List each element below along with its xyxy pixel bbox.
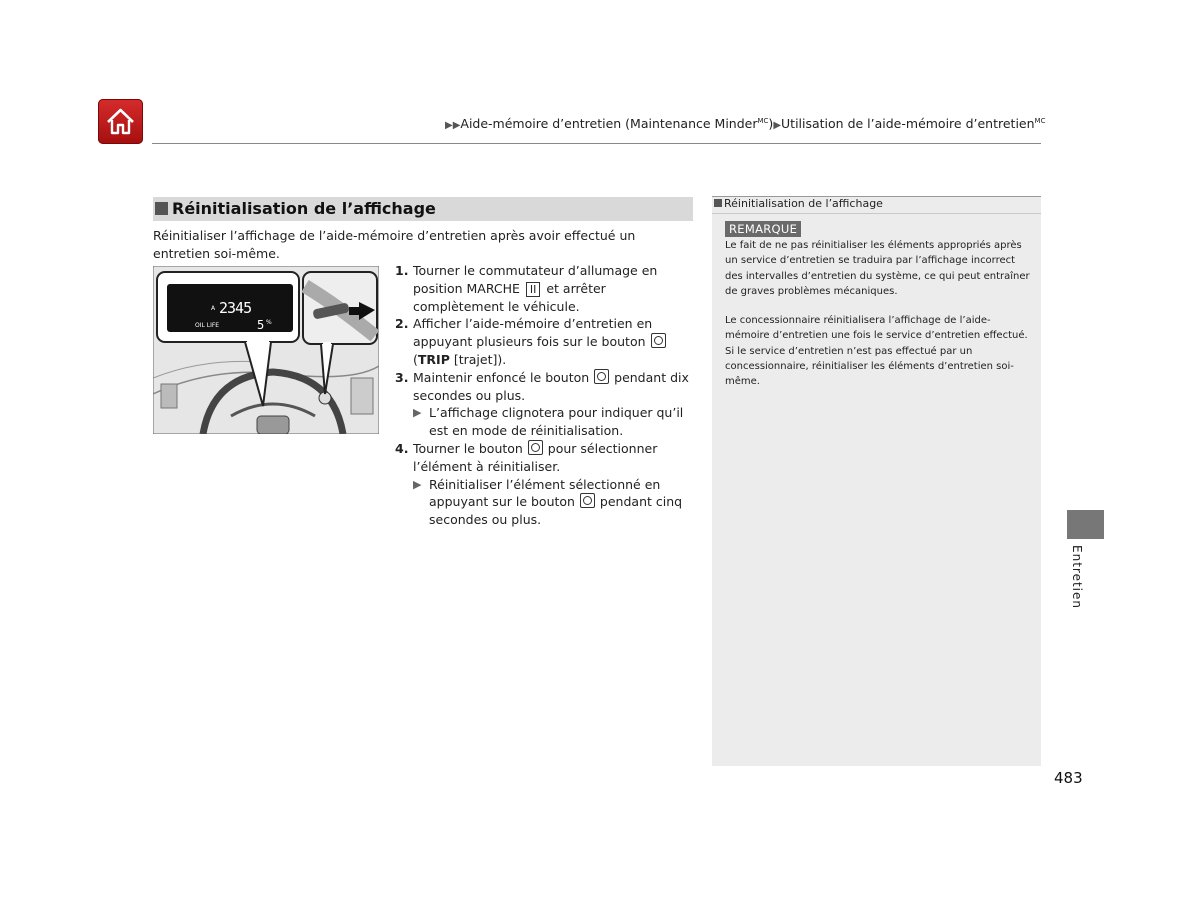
arrow-right-icon: ▶ bbox=[413, 406, 422, 420]
breadcrumb-link-1[interactable]: Aide-mémoire d’entretien (Maintenance Minder$^{MC}$) bbox=[460, 116, 774, 131]
display-odometer: 2345 bbox=[219, 299, 252, 317]
steps-list bbox=[395, 262, 695, 529]
display-percent-sign: % bbox=[266, 319, 272, 326]
dashboard-drawing bbox=[153, 266, 379, 434]
display-a-label: A bbox=[211, 305, 216, 312]
side-panel-title: Réinitialisation de l’affichage bbox=[714, 197, 883, 210]
selector-button-icon bbox=[651, 333, 666, 348]
selector-button-icon bbox=[594, 369, 609, 384]
section-heading-text: Réinitialisation de l’affichage bbox=[172, 199, 436, 218]
side-panel-title-rule bbox=[712, 213, 1041, 214]
selector-button-icon bbox=[580, 493, 595, 508]
reference-icon bbox=[714, 199, 722, 207]
breadcrumb-link-2[interactable]: Utilisation de l’aide-mémoire d’entretien$^{MC}$ bbox=[781, 116, 1046, 131]
note-badge: REMARQUE bbox=[725, 221, 801, 237]
header-divider bbox=[152, 143, 1041, 144]
note-paragraph-1: Le fait de ne pas réinitialiser les éléments appropriés après un service d’entretien se traduira par l’affichage incorrect des intervalles d’entretien du système, ce qui peut entraîner de graves problèmes mécaniques. bbox=[725, 240, 1030, 297]
breadcrumb-arrow-icon: ▶ bbox=[773, 120, 782, 131]
chapter-tab[interactable] bbox=[1067, 510, 1104, 539]
step-item: 2. Afficher l’aide-mémoire d’entretien en appuyant plusieurs fois sur le bouton (TRIP [trajet]). bbox=[395, 315, 695, 368]
chapter-label[interactable]: Entretien bbox=[1070, 545, 1084, 609]
home-icon bbox=[104, 105, 137, 138]
home-button[interactable] bbox=[98, 99, 143, 144]
step-sub-item: ▶ Réinitialiser l’élément sélectionné en appuyant sur le bouton pendant cinq secondes ou plus. bbox=[413, 476, 683, 528]
display-oil-life-label: OIL LIFE bbox=[195, 322, 220, 329]
note-paragraph-2: Le concessionnaire réinitialisera l’affichage de l’aide-mémoire d’entretien une fois le service d’entretien effectué. Si le service d’entretien n’est pas effectué par un concessionnaire, réinitialiser les éléments d’entretien soi-même. bbox=[725, 315, 1028, 388]
dashboard-illustration bbox=[153, 266, 379, 434]
section-heading bbox=[153, 197, 693, 221]
heading-square-icon bbox=[155, 202, 168, 215]
page-number: 483 bbox=[1054, 769, 1083, 787]
step-item: 4. Tourner le bouton pour sélectionner l’élément à réinitialiser. bbox=[395, 440, 658, 474]
step-sub-item: ▶ L’affichage clignotera pour indiquer qu’il est en mode de réinitialisation. bbox=[413, 405, 684, 439]
step-item: 1. Tourner le commutateur d’allumage en position MARCHE II et arrêter complètement le véhicule. bbox=[395, 263, 658, 314]
ignition-position-icon: II bbox=[526, 282, 541, 297]
arrow-right-icon: ▶ bbox=[413, 477, 422, 491]
breadcrumb-arrow-icon: ▶▶ bbox=[445, 120, 461, 131]
breadcrumb bbox=[445, 116, 1055, 131]
selector-button-icon bbox=[528, 440, 543, 455]
step-item: 3. Maintenir enfoncé le bouton pendant dix secondes ou plus. bbox=[395, 369, 689, 403]
display-percent-value: 5 bbox=[257, 318, 265, 332]
intro-paragraph: Réinitialiser l’affichage de l’aide-mémoire d’entretien après avoir effectué un entretien soi-même. bbox=[153, 228, 636, 261]
